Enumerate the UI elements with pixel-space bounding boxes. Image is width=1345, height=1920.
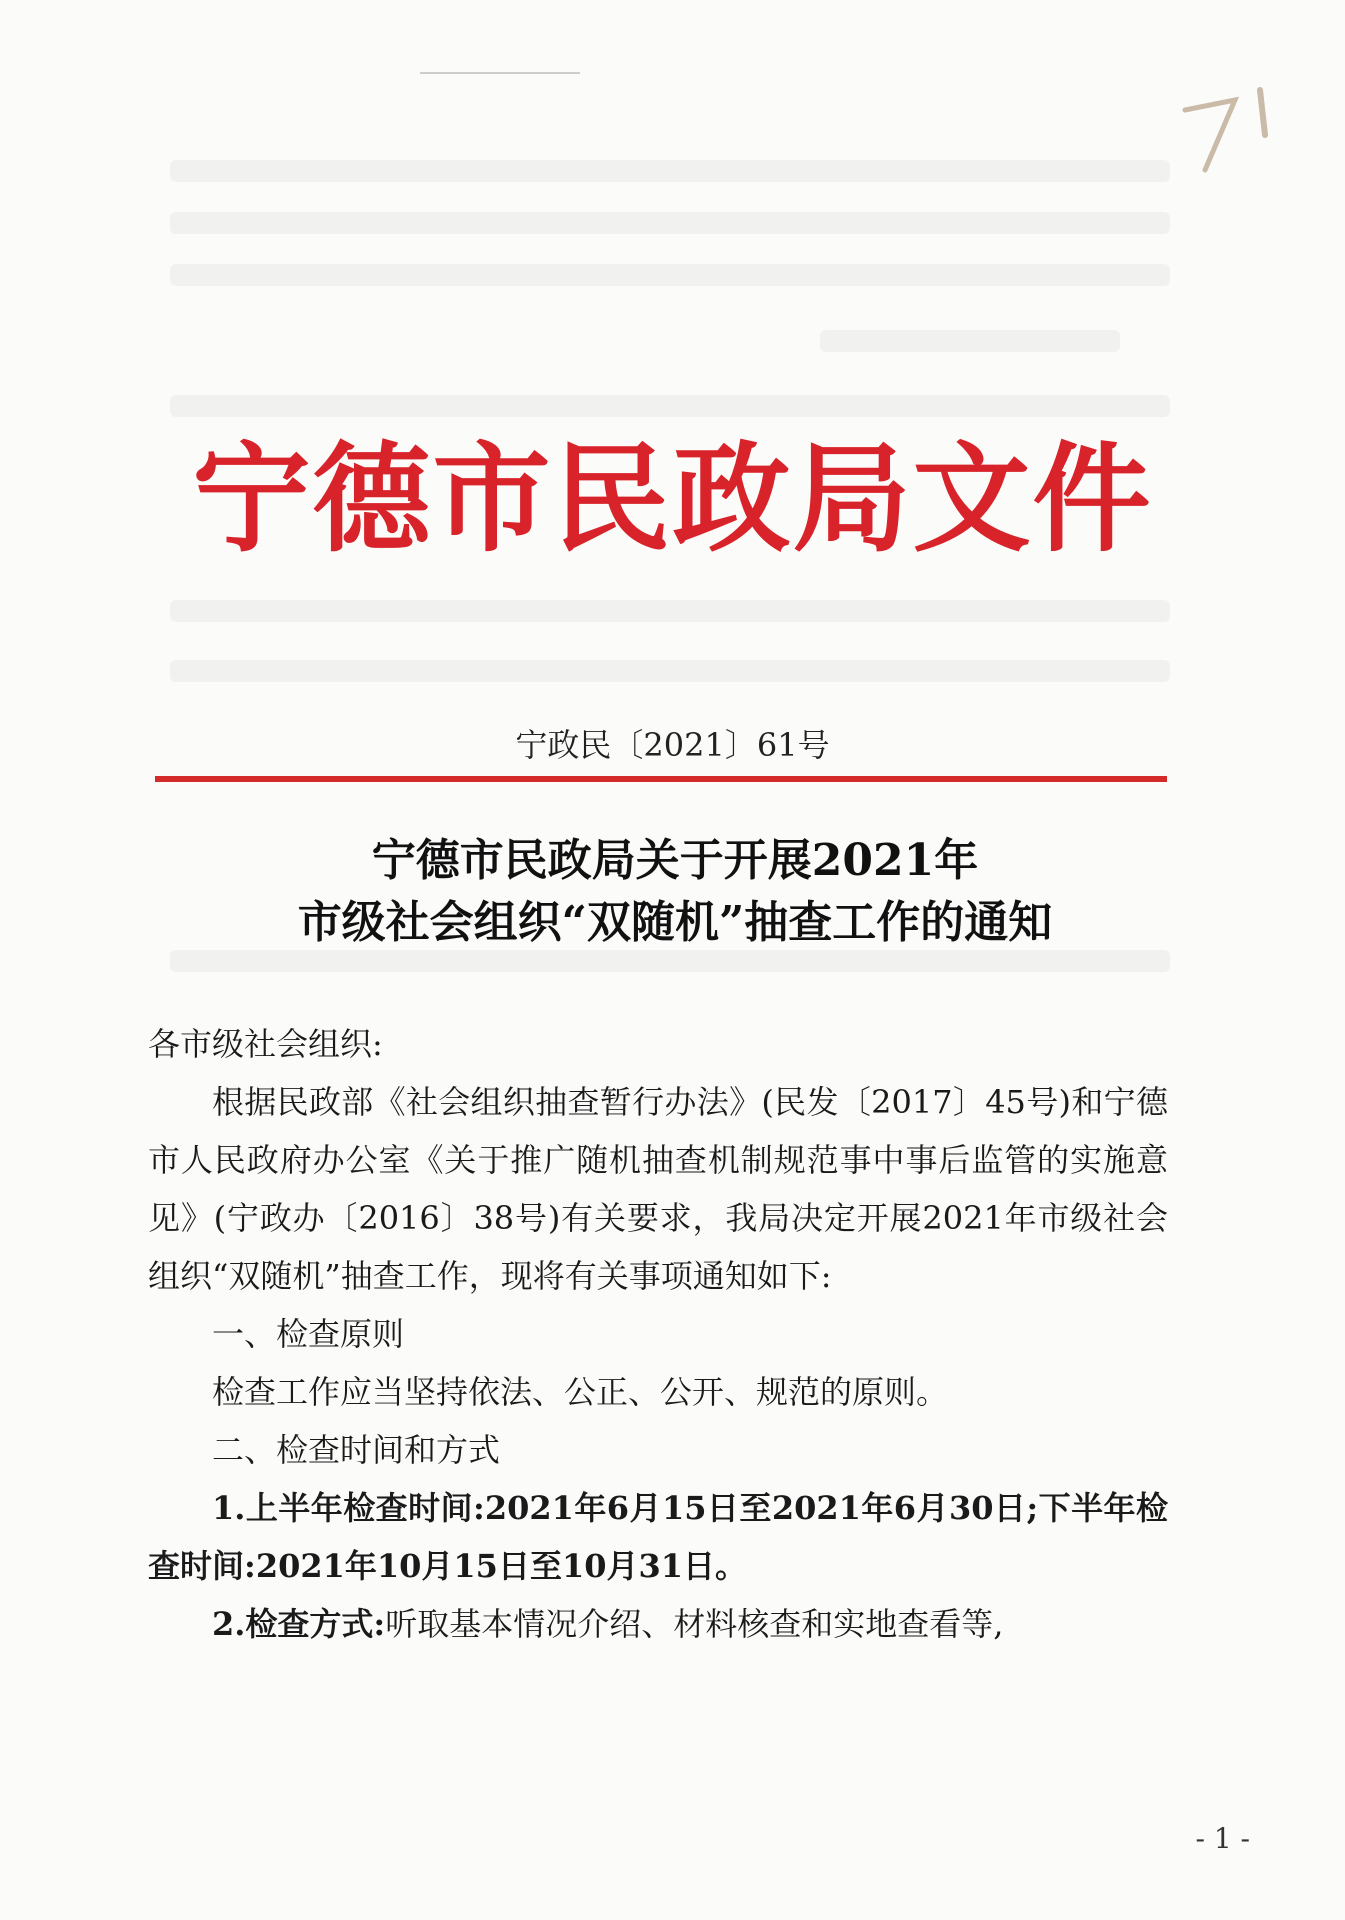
bleed-through-line <box>170 395 1170 417</box>
bleed-through-line <box>170 212 1170 234</box>
bleed-through-line <box>820 330 1120 352</box>
document-masthead: 宁德市民政局文件 <box>192 429 1153 568</box>
salutation: 各市级社会组织: <box>148 1025 383 1063</box>
page-number: - 1 - <box>1195 1822 1250 1855</box>
bleed-through-line <box>170 264 1170 286</box>
notice-title <box>100 830 1250 954</box>
notice-title-line1: 宁德市民政局关于开展2021年 <box>371 835 979 886</box>
scan-artifact-line <box>420 72 580 74</box>
intro-paragraph: 根据民政部《社会组织抽查暂行办法》(民发〔2017〕45号)和宁德市人民政府办公室《关于推广随机抽查机制规范事中事后监管的实施意见》(宁政办〔2016〕38号)有关要求，我局决定开展2021年市级社会组织“双随机”抽查工作，现将有关事项通知如下: <box>148 1083 1168 1295</box>
item-inspection-method-text: 听取基本情况介绍、材料核查和实地查看等, <box>385 1605 1004 1643</box>
section-heading-time-method: 二、检查时间和方式 <box>212 1431 501 1469</box>
bleed-through-line <box>170 660 1170 682</box>
red-divider-rule <box>155 776 1167 782</box>
bleed-through-line <box>170 600 1170 622</box>
bleed-through-line <box>170 160 1170 182</box>
pencil-mark-icon <box>1165 80 1285 190</box>
item-inspection-method-label: 2.检查方式: <box>212 1605 386 1643</box>
section-heading-principles: 一、检查原则 <box>212 1315 405 1353</box>
notice-title-line2: 市级社会组织“双随机”抽查工作的通知 <box>297 897 1053 948</box>
document-number: 宁政民〔2021〕61号 <box>515 726 830 764</box>
section-text-principles: 检查工作应当坚持依法、公正、公开、规范的原则。 <box>212 1373 949 1411</box>
item-inspection-method <box>148 1595 1168 1653</box>
item-inspection-time: 1.上半年检查时间:2021年6月15日至2021年6月30日;下半年检查时间:2021年10月15日至10月31日。 <box>148 1489 1168 1585</box>
notice-body <box>148 1015 1168 1653</box>
